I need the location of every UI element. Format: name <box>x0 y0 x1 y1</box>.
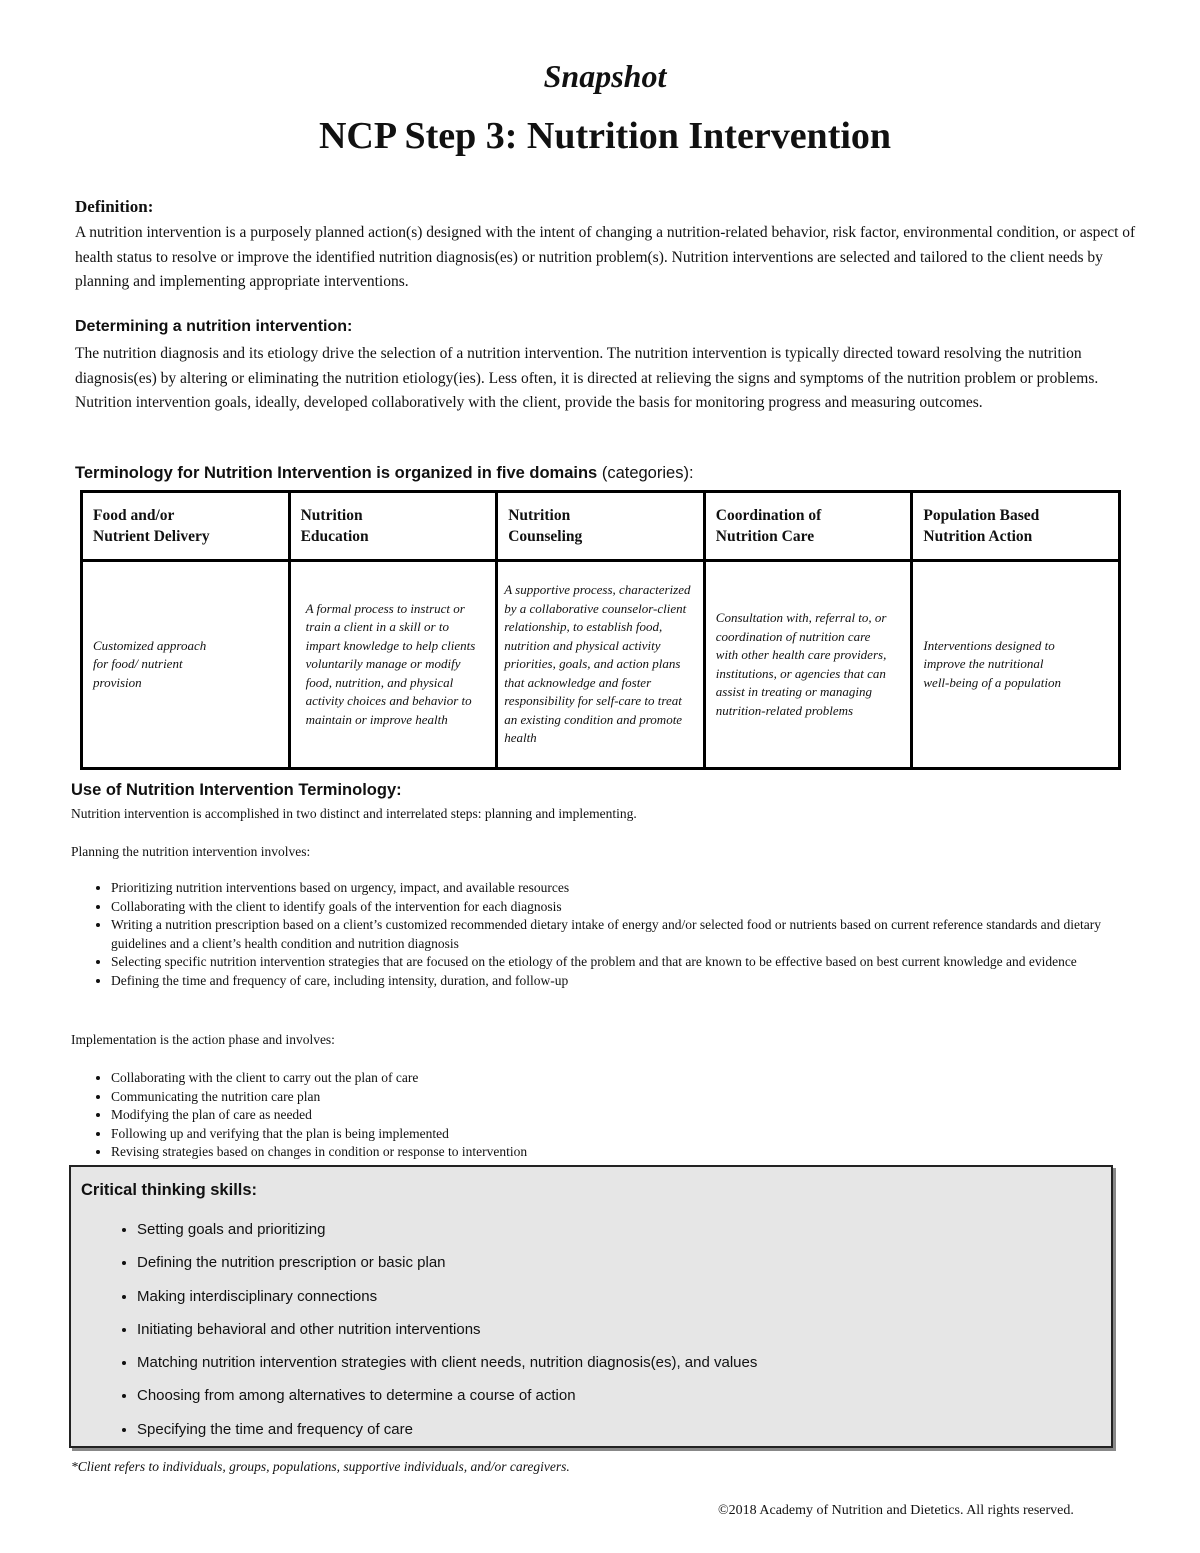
domain-title-line1: Nutrition <box>508 507 571 524</box>
domain-description-text: Interventions designed to improve the nutritional well-being of a population <box>923 637 1061 690</box>
domain-title-line2: Counseling <box>508 528 583 545</box>
list-item: • Collaborating with the client to carry out the plan of care <box>111 1069 1131 1088</box>
list-item: • Collaborating with the client to identify goals of the intervention for each diagnosis <box>111 898 1131 917</box>
list-item: • Making interdisciplinary connections <box>137 1284 757 1317</box>
domain-header-education <box>289 492 497 561</box>
domain-title-line1: Coordination of <box>715 507 822 524</box>
domains-table <box>80 490 1121 770</box>
use-heading: Use of Nutrition Intervention Terminology: <box>71 781 402 799</box>
domains-header-row <box>82 492 1120 561</box>
domain-header-food <box>82 492 290 561</box>
list-item: • Prioritizing nutrition interventions based on urgency, impact, and available resources <box>111 879 1131 898</box>
domain-title-line2: Nutrition Action <box>923 528 1033 545</box>
list-item: • Revising strategies based on changes in condition or response to intervention <box>111 1143 1131 1162</box>
snapshot-label: Snapshot <box>543 58 667 94</box>
domain-description-food <box>82 561 290 769</box>
domain-header-coordination <box>704 492 912 561</box>
domain-description-text: A supportive process, characterized by a collaborative counselor-client relationship, to establish food, nutrition and physical activity priorities, goals, and action plans that acknowledge and foster responsibility for self-care to treat an existing condition and promote health <box>504 582 691 746</box>
list-item: • Communicating the nutrition care plan <box>111 1088 1131 1107</box>
determining-text: The nutrition diagnosis and its etiology drive the selection of a nutrition intervention. The nutrition intervention is typically directed toward resolving the nutrition diagnosis(es) by altering or eliminating the nutrition etiology(ies). Less often, it is directed at relieving the signs and symptoms of the nutrition problem or problems. Nutrition intervention goals, ideally, developed collaboratively with the client, provide the basis for monitoring progress and measuring outcomes. <box>75 345 1099 411</box>
domain-header-counseling <box>497 492 705 561</box>
definition-heading: Definition: <box>75 197 154 216</box>
list-item: • Defining the time and frequency of care, including intensity, duration, and follow-up <box>111 972 1131 991</box>
domain-description-population <box>912 561 1120 769</box>
domain-description-text: Customized approach for food/ nutrient provision <box>93 637 207 690</box>
list-item: • Matching nutrition intervention strategies with client needs, nutrition diagnosis(es), and values <box>137 1350 757 1383</box>
client-footnote: *Client refers to individuals, groups, populations, supportive individuals, and/or caregivers. <box>71 1459 570 1474</box>
list-item: • Writing a nutrition prescription based on a client’s customized recommended dietary intake of energy and/or selected food or nutrients based on current reference standards and dietary guidelines and a client’s health condition and nutrition diagnosis <box>111 916 1131 953</box>
list-item: • Setting goals and prioritizing <box>137 1217 757 1250</box>
page-title: NCP Step 3: Nutrition Intervention <box>318 115 892 157</box>
critical-thinking-list <box>119 1217 757 1450</box>
terminology-heading <box>75 464 694 483</box>
list-item: • Following up and verifying that the plan is being implemented <box>111 1125 1131 1144</box>
list-item: • Choosing from among alternatives to determine a course of action <box>137 1383 757 1416</box>
domain-title-line1: Food and/or <box>93 507 175 524</box>
definition-text: A nutrition intervention is a purposely planned action(s) designed with the intent of changing a nutrition-related behavior, risk factor, environmental condition, or aspect of health status to resolve or improve the identified nutrition diagnosis(es) or nutrition problem(s). Nutrition interventions are selected and tailored to the client needs by planning and implementing appropriate interventions. <box>75 224 1136 290</box>
implementation-intro: Implementation is the action phase and involves: <box>71 1032 335 1047</box>
planning-list <box>71 879 1131 990</box>
domain-description-education <box>289 561 497 769</box>
domain-title-line2: Education <box>300 528 369 545</box>
critical-thinking-heading: Critical thinking skills: <box>81 1181 258 1199</box>
domain-title-line2: Nutrition Care <box>715 528 815 545</box>
implementation-list <box>71 1069 1131 1162</box>
domain-description-coordination <box>704 561 912 769</box>
use-intro: Nutrition intervention is accomplished in two distinct and interrelated steps: planning and implementing. <box>71 806 637 821</box>
terminology-heading-tail: (categories): <box>601 464 694 482</box>
list-item: • Selecting specific nutrition intervention strategies that are focused on the etiology of the problem and that are known to be effective based on best current knowledge and evidence <box>111 953 1131 972</box>
domain-description-text: Consultation with, referral to, or coordination of nutrition care with other health care providers, institutions, or agencies that can assist in treating or managing nutrition-related problems <box>715 610 887 718</box>
domains-description-row <box>82 561 1120 769</box>
critical-thinking-box <box>69 1165 1113 1448</box>
determining-heading: Determining a nutrition intervention: <box>75 318 353 335</box>
domain-title-line1: Population Based <box>923 507 1040 524</box>
terminology-heading-main: Terminology for Nutrition Intervention is organized in five domains <box>75 464 598 482</box>
list-item: • Modifying the plan of care as needed <box>111 1106 1131 1125</box>
domain-description-text: A formal process to instruct or train a client in a skill or to impart knowledge to help clients voluntarily manage or modify food, nutrition, and physical activity choices and behavior to maintain or improve health <box>305 600 476 727</box>
list-item: • Initiating behavioral and other nutrition interventions <box>137 1317 757 1350</box>
domain-title-line1: Nutrition <box>300 507 363 524</box>
list-item: • Defining the nutrition prescription or basic plan <box>137 1250 757 1283</box>
planning-intro: Planning the nutrition intervention involves: <box>71 844 311 859</box>
copyright-notice: ©2018 Academy of Nutrition and Dietetics. All rights reserved. <box>718 1503 1074 1518</box>
domain-header-population <box>912 492 1120 561</box>
domain-title-line2: Nutrient Delivery <box>93 528 210 545</box>
list-item: • Specifying the time and frequency of care <box>137 1417 757 1450</box>
domain-description-counseling <box>497 561 705 769</box>
